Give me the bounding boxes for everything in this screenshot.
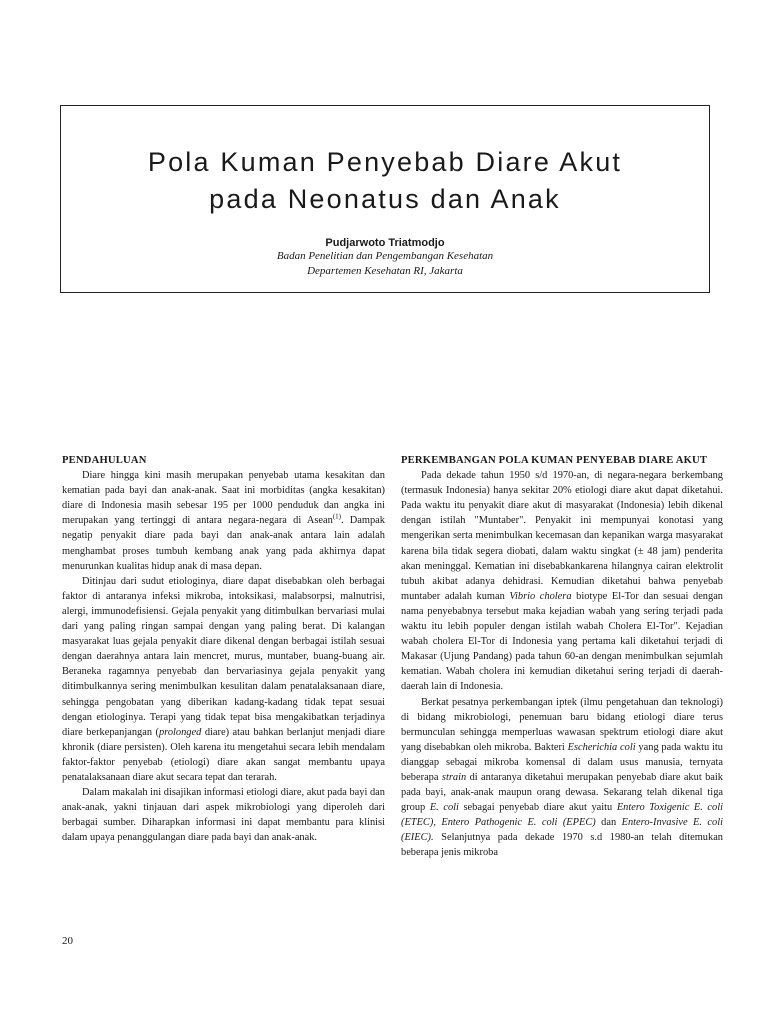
left-column (62, 453, 385, 845)
title-box (60, 105, 710, 293)
text-run: di antaranya diketahui merupakan penyebab diare akut baik pada bayi, anak-anak maupun orang dewasa. Sekarang telah dikenal tiga group (401, 771, 724, 814)
italic-term: E. coli (429, 802, 459, 814)
title-line-1: Pola Kuman Penyebab Diare Akut (147, 147, 623, 177)
section-heading-perkembangan: PERKEMBANGAN POLA KUMAN PENYEBAB DIARE AKUT (401, 455, 708, 466)
text-run: biotype El-Tor dan sesuai dengan nama penyebabnya tersebut maka kejadian wabah yang sering terjadi pada waktu itu lebih populer dengan istilah wabah Cholera El-Tor". Kejadian wabah cholera El-Tor di Indonesia yang pertama kali diketahui terjadi di Makasar (Ujung Pandang) pada tahun 60-an dengan menimbulkan sejumlah kematian. Wabah cholera ini kemudian diketahui sering terjadi di daerah-daerah lain di Indonesia. (401, 590, 724, 693)
italic-term: Entero-Invasive E. coli (EIEC). (401, 817, 723, 844)
italic-term: Entero Toxigenic E. coli (ETEC), Entero Pathogenic E. coli (EPEC) (401, 802, 724, 829)
text-run: Diare hingga kini masih merupakan penyebab utama kesakitan dan kematian pada bayi dan anak-anak. Saat ini morbiditas (angka kesakitan) diare di Indonesia masih sebesar 195 per 1000 penduduk dan angka ini merupakan yang tertinggi di antara negara-negara di Asean (62, 470, 385, 527)
paragraph (401, 468, 723, 694)
page-number: 20 (62, 935, 73, 947)
italic-term: strain (441, 771, 467, 783)
text-run: Selanjutnya pada dekade 1970 s.d 1980-an telah ditemukan beberapa jenis mikroba (401, 832, 723, 859)
title-line-2: pada Neonatus dan Anak (209, 184, 561, 214)
text-run: Ditinjau dari sudut etiologinya, diare dapat disebabkan oleh berbagai faktor di antaranya infeksi mikroba, intoksikasi, malabsorpsi, malnutrisi, alergi, immunodefisiensi. Gejala penyakit yang ditimbulkan bervariasi mulai dari yang paling ringan sampai dengan yang paling berat. Di kalangan masyarakat luas gejala penyakit diare dikenal dengan berbagai istilah sesuai dengan daerahnya antara lain mencret, murus, muntaber, buang-buang air. Beraneka ragamnya penyebab dan bervariasinya gejala penyakit yang ditimbulkannya sering menimbulkan kesulitan dalam penatalaksanaan diare, sehingga pengobatan yang diberikan kadang-kadang tidak tepat sesuai dengan etiologinya. Terapi yang tidak tepat bisa mengakibatkan terjadinya diare berkepanjangan ( (62, 575, 385, 738)
paragraph (62, 468, 385, 574)
citation-superscript: (1) (332, 512, 341, 521)
text-run: yang pada waktu itu dianggap sebagai mikroba komensal di dalam usus manusia, ternyata beberapa (401, 741, 723, 783)
text-run: diare) atau bahkan berlanjut menjadi diare khronik (diare persisten). Oleh karena itu mengetahui secara lebih mendalam faktor-faktor penyebab (etiologi) diare akan sangat membantu upaya penatalaksanaan diare akut secara tepat dan terarah. (62, 726, 385, 783)
affiliation-line-1: Badan Penelitian dan Pengembangan Kesehatan (276, 250, 494, 262)
article-title (61, 144, 709, 218)
affiliation-line-2: Departemen Kesehatan RI, Jakarta (307, 265, 463, 277)
text-run: Pada dekade tahun 1950 s/d 1970-an, di negara-negara berkembang (termasuk Indonesia) hanya sekitar 20% etiologi diare akut dapat diketahui. Pada waktu itu penyakit diare akut di masyarakat (Indonesia) lebih dikenal dengan istilah "Muntaber". Penyakit ini mempunyai konotasi yang mengerikan serta menimbulkan kecemasan dan kepanikan warga masyarakat karena bila tidak segera diobati, dalam waktu singkat (± 48 jam) penderita akan meninggal. Kematian ini disebabkankarena hilangnya cairan elektrolit tubuh akibat adanya dehidrasi. Kemudian diketahui bahwa penyebab muntaber adalah kuman (401, 470, 723, 602)
paragraph (401, 695, 723, 861)
author-name: Pudjarwoto Triatmodjo (325, 237, 445, 249)
italic-term: Escherichia coli (567, 741, 636, 753)
paragraph (62, 574, 385, 785)
italic-term: prolonged (158, 726, 202, 738)
section-heading-pendahuluan: PENDAHULUAN (62, 455, 147, 466)
text-run: Berkat pesatnya perkembangan iptek (ilmu pengetahuan dan teknologi) di bidang mikrobiologi, penemuan baru bidang etiologi diare terus bermunculan sehingga memperluas wawasan spektrum etiologi diare akut yang disebabkan oleh mikroba. Bakteri (401, 696, 723, 753)
right-column (401, 453, 723, 861)
text-run: sebagai penyebab diare akut yaitu (458, 802, 617, 814)
italic-term: Vibrio cholera (509, 590, 572, 602)
text-run: dan (595, 817, 622, 829)
text-run: . Dampak negatip penyakit diare pada bayi dan anak-anak antara lain adalah menghambat proses tumbuh kembang anak yang pada akhirnya dapat menurunkan kualitas hidup anak di masa depan. (62, 515, 385, 572)
paragraph: Dalam makalah ini disajikan informasi etiologi diare, akut pada bayi dan anak-anak, yakni tinjauan dari aspek mikrobiologi yang diperoleh dari berbagai sumber. Diharapkan informasi ini dapat membantu para klinisi dalam upaya penanggulangan diare pada bayi dan anak-anak. (62, 787, 385, 844)
